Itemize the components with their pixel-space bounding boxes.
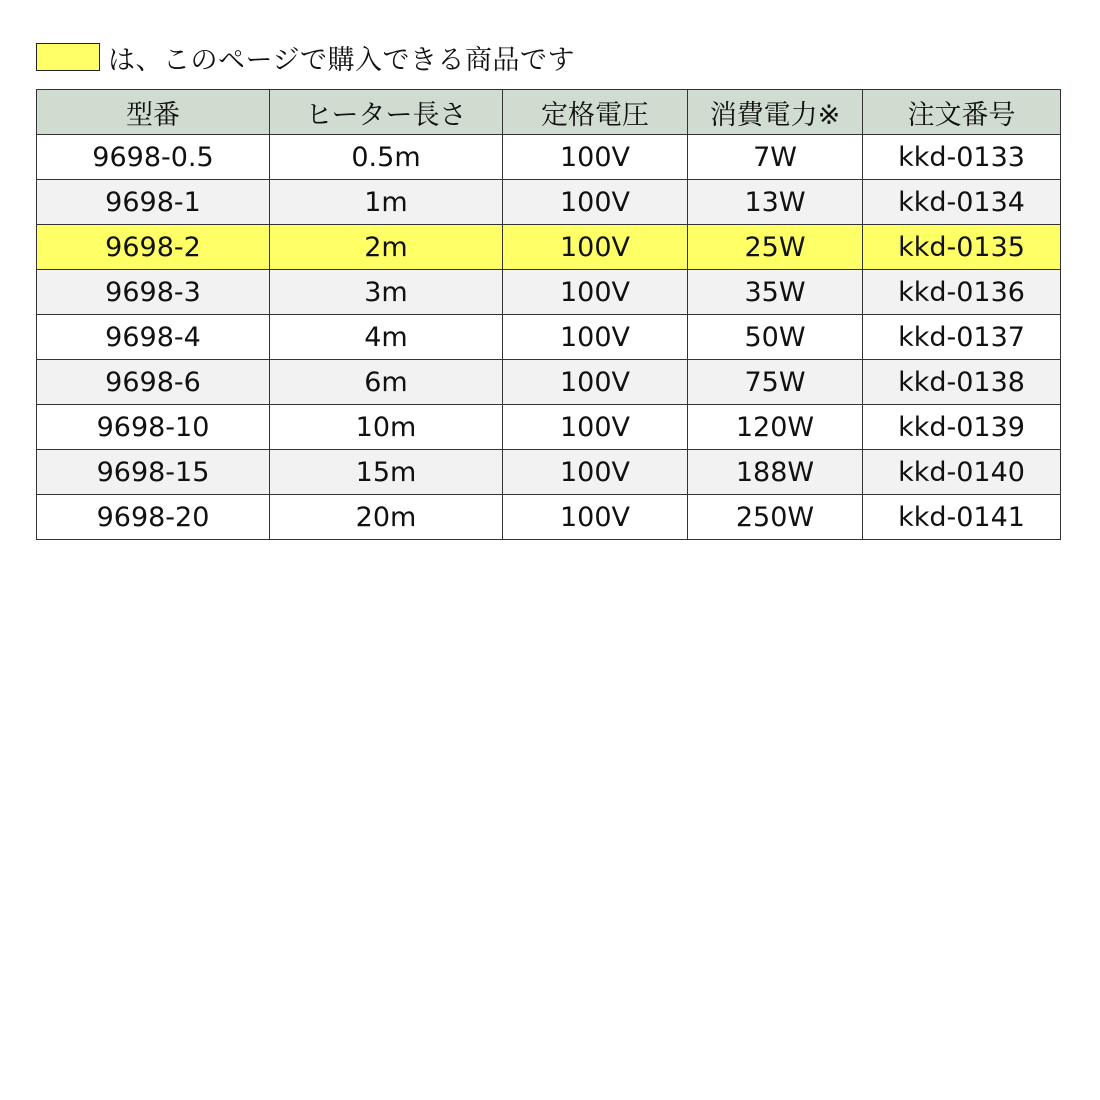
column-header-rated-voltage: 定格電圧 [503,90,688,135]
table-row [37,270,1061,315]
heater-length-cell: 15m [270,450,503,495]
heater-length-cell: 6m [270,360,503,405]
model-cell: 9698-2 [37,225,270,270]
rated-voltage-cell: 100V [503,360,688,405]
power-consumption-cell: 188W [688,450,863,495]
model-cell: 9698-15 [37,450,270,495]
table-row [37,135,1061,180]
heater-length-cell: 4m [270,315,503,360]
table-row [37,495,1061,540]
model-cell: 9698-4 [37,315,270,360]
rated-voltage-cell: 100V [503,270,688,315]
heater-length-cell: 2m [270,225,503,270]
table-body [37,135,1061,540]
column-header-power-consumption: 消費電力※ [688,90,863,135]
rated-voltage-cell: 100V [503,135,688,180]
order-number-cell: kkd-0133 [863,135,1061,180]
rated-voltage-cell: 100V [503,405,688,450]
power-consumption-cell: 7W [688,135,863,180]
model-cell: 9698-20 [37,495,270,540]
column-header-model: 型番 [37,90,270,135]
order-number-cell: kkd-0135 [863,225,1061,270]
rated-voltage-cell: 100V [503,315,688,360]
table-row [37,180,1061,225]
order-number-cell: kkd-0136 [863,270,1061,315]
rated-voltage-cell: 100V [503,495,688,540]
order-number-cell: kkd-0140 [863,450,1061,495]
power-consumption-cell: 13W [688,180,863,225]
order-number-cell: kkd-0141 [863,495,1061,540]
model-cell: 9698-3 [37,270,270,315]
order-number-cell: kkd-0139 [863,405,1061,450]
legend [36,40,575,74]
table-row [37,405,1061,450]
spec-table [36,89,1061,540]
table-row [37,315,1061,360]
heater-length-cell: 20m [270,495,503,540]
column-header-heater-length: ヒーター長さ [270,90,503,135]
rated-voltage-cell: 100V [503,225,688,270]
model-cell: 9698-0.5 [37,135,270,180]
heater-length-cell: 0.5m [270,135,503,180]
model-cell: 9698-10 [37,405,270,450]
power-consumption-cell: 25W [688,225,863,270]
heater-length-cell: 10m [270,405,503,450]
heater-length-cell: 3m [270,270,503,315]
order-number-cell: kkd-0134 [863,180,1061,225]
power-consumption-cell: 35W [688,270,863,315]
highlight-swatch [36,43,100,71]
table-row [37,225,1061,270]
order-number-cell: kkd-0137 [863,315,1061,360]
rated-voltage-cell: 100V [503,450,688,495]
legend-text: は、このページで購入できる商品です [108,44,575,76]
header-row [37,90,1061,135]
power-consumption-cell: 120W [688,405,863,450]
order-number-cell: kkd-0138 [863,360,1061,405]
power-consumption-cell: 75W [688,360,863,405]
model-cell: 9698-6 [37,360,270,405]
model-cell: 9698-1 [37,180,270,225]
column-header-order-number: 注文番号 [863,90,1061,135]
heater-length-cell: 1m [270,180,503,225]
power-consumption-cell: 250W [688,495,863,540]
table-row [37,360,1061,405]
power-consumption-cell: 50W [688,315,863,360]
table-row [37,450,1061,495]
rated-voltage-cell: 100V [503,180,688,225]
